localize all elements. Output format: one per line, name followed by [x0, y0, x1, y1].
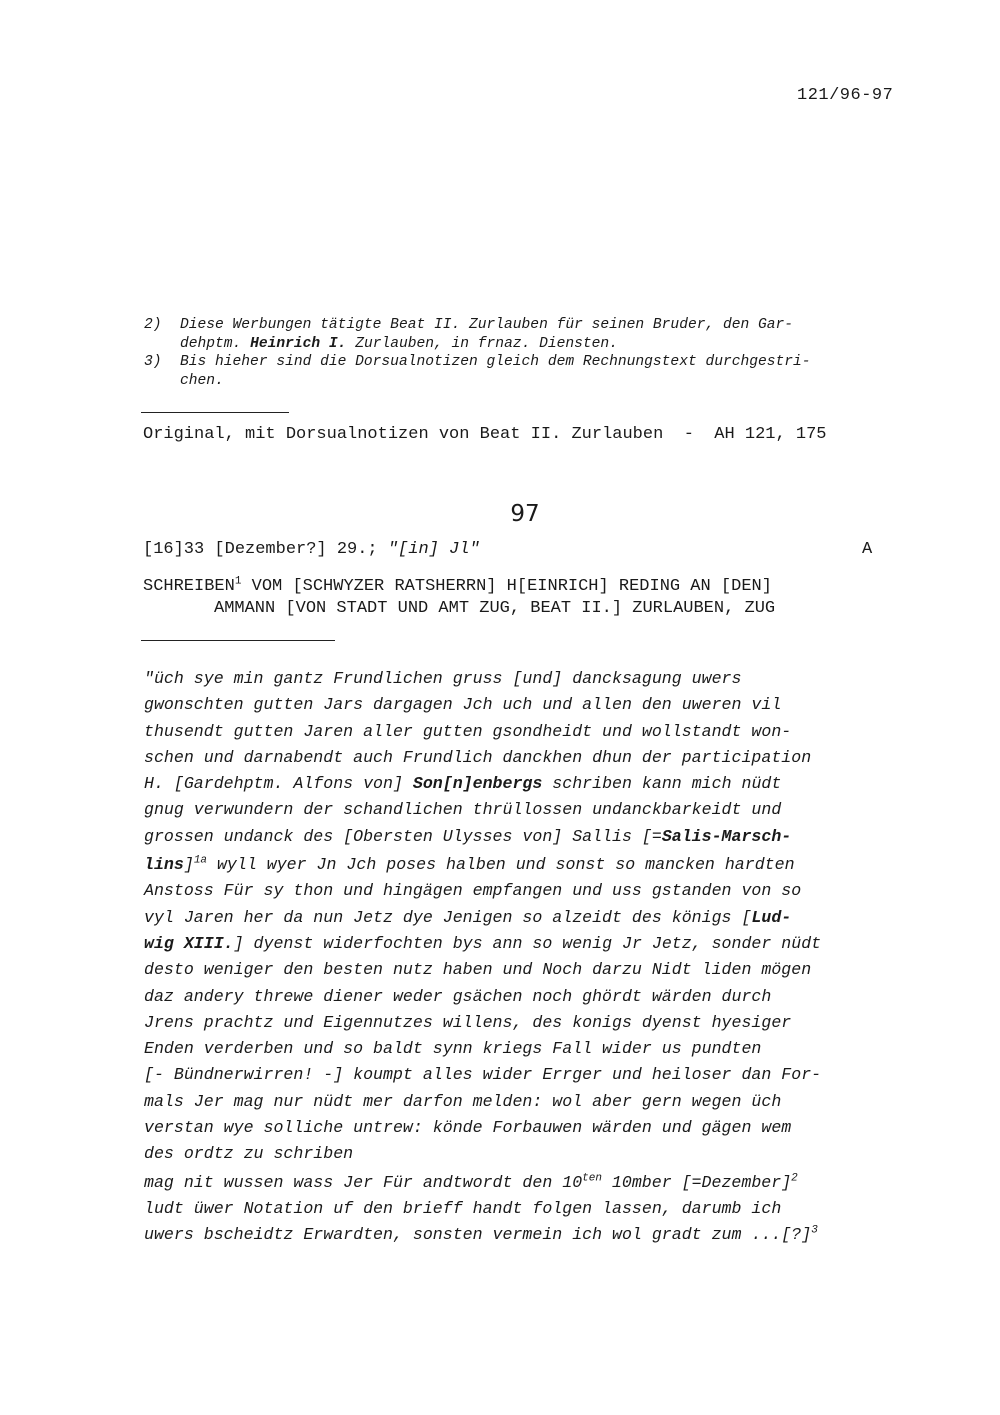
text-line: des ordtz zu schriben — [144, 1144, 354, 1164]
footnote-3 — [144, 353, 914, 390]
text-line: Anstoss Für sy thon und hingägen empfangen und uss gstanden von so — [144, 881, 802, 901]
text-line: gnug verwundern der schandlichen thrüllossen undanckbarkeidt und — [144, 800, 782, 820]
text-segment: mag nit wussen wass Jer Für andtwordt den 10 — [144, 1172, 583, 1192]
text-line — [144, 905, 944, 931]
footnote-text — [180, 353, 914, 390]
text-line — [144, 852, 944, 878]
title-text: VOM [SCHWYZER RATSHERRN] H[EINRICH] REDING AN [DEN] — [241, 577, 772, 596]
text-segment: ] — [183, 855, 194, 875]
footnote-number: 2) — [144, 317, 162, 333]
text-line — [144, 771, 944, 797]
text-segment: 10mber [=Dezember] — [601, 1172, 792, 1192]
footnote-2 — [144, 316, 914, 353]
text-line: ludt üwer Notation uf den brieff handt folgen lassen, darumb ich — [144, 1198, 782, 1218]
footnote-line: dehptm. — [180, 335, 242, 352]
text-line: mals Jer mag nur nüdt mer darfon melden: wol aber gern wegen üch — [144, 1091, 782, 1111]
text-line: gwonschten gutten Jars dargagen Jch uch und allen den uweren vil — [144, 695, 782, 715]
footnote-ref: 1a — [193, 854, 208, 867]
footnote-number: 3) — [144, 354, 162, 371]
text-segment: ] dyenst widerfochten bys ann so wenig Jr Jetz, sonder nüdt — [233, 933, 822, 953]
text-line: desto weniger den besten nutz haben und Noch darzu Nidt liden mögen — [144, 960, 812, 980]
text-line — [144, 1222, 944, 1248]
date-place: "[in] Jl" — [387, 540, 480, 559]
title-text: SCHREIBEN — [143, 577, 235, 596]
footnote-ref: 2 — [791, 1172, 798, 1185]
source-reference: Original, mit Dorsualnotizen von Beat II. Zurlauben - AH 121, 175 — [143, 425, 827, 444]
text-line: thusendt gutten Jaren aller gutten gsondheidt und wollstandt won- — [144, 721, 792, 741]
text-segment: wyll wyer Jn Jch poses halben und sonst so mancken hardten — [207, 855, 795, 875]
document-number: 97 — [510, 501, 540, 527]
name-bold: lins — [144, 855, 184, 875]
title-footnote-ref: 1 — [234, 575, 242, 588]
text-line: schen und darnabendt auch Frundlich danckhen dhun der participation — [144, 747, 812, 767]
footnote-line: chen. — [180, 372, 224, 389]
text-line: Jrens prachtz und Eigennutzes willens, des konigs dyenst hyesiger — [144, 1012, 792, 1032]
text-segment: schriben kann mich nüdt — [542, 774, 782, 794]
page-number: 121/96-97 — [797, 86, 894, 105]
separator-rule — [141, 412, 289, 413]
text-line — [144, 824, 944, 850]
title-line — [143, 576, 923, 598]
name-bold: wig XIII. — [144, 933, 234, 953]
name-bold: Son[n]enbergs — [412, 774, 543, 794]
date-text: [16]33 [Dezember?] 29.; — [143, 540, 388, 559]
title-line: AMMANN [VON STADT UND AMT ZUG, BEAT II.] ZURLAUBEN, ZUG — [214, 599, 776, 618]
text-line: "üch sye min gantz Frundlichen gruss [und] dancksagung uwers — [144, 669, 742, 688]
footnote-text — [180, 316, 914, 353]
name-bold: Salis-Marsch- — [661, 826, 792, 846]
document-title — [143, 576, 923, 620]
footnotes — [144, 316, 914, 390]
text-segment: vyl Jaren her da nun Jetz dye Jenigen so alzeidt des königs [ — [144, 907, 752, 927]
text-segment: grossen undanck des [Obersten Ulysses von] Sallis [= — [144, 826, 662, 846]
separator-rule — [141, 640, 335, 641]
text-line: verstan wye solliche untrew: könde Forbauwen wärden und gägen wem — [144, 1118, 792, 1138]
transcription-text — [144, 666, 944, 1249]
text-line: daz andery threwe diener weder gsächen noch ghördt wärden durch — [144, 986, 772, 1006]
text-line — [144, 1170, 944, 1196]
footnote-line: Diese Werbungen tätigte Beat II. Zurlauben für seinen Bruder, den Gar- — [180, 317, 794, 333]
text-line: Enden verderben und so baldt synn kriegs Fall wider us pundten — [144, 1039, 762, 1059]
text-line — [144, 931, 944, 957]
name-bold: Lud- — [751, 907, 792, 927]
footnote-line: Bis hieher sind die Dorsualnotizen gleich dem Rechnungstext durchgestri- — [180, 354, 811, 371]
ordinal-suffix: ten — [582, 1172, 602, 1185]
document-marker: A — [862, 540, 873, 559]
footnote-ref: 3 — [811, 1224, 818, 1237]
text-line: [- Bündnerwirren! -] koumpt alles wider Errger und heiloser dan For- — [144, 1065, 822, 1085]
text-segment: H. [Gardehptm. Alfons von] — [144, 774, 413, 794]
text-segment: uwers bscheidtz Erwardten, sonsten vermein ich wol gradt zum ...[?] — [144, 1225, 812, 1245]
footnote-line: Zurlauben, in frnaz. Diensten. — [355, 335, 618, 352]
footnote-name-bold: Heinrich I. — [250, 335, 347, 352]
document-date — [143, 540, 480, 559]
